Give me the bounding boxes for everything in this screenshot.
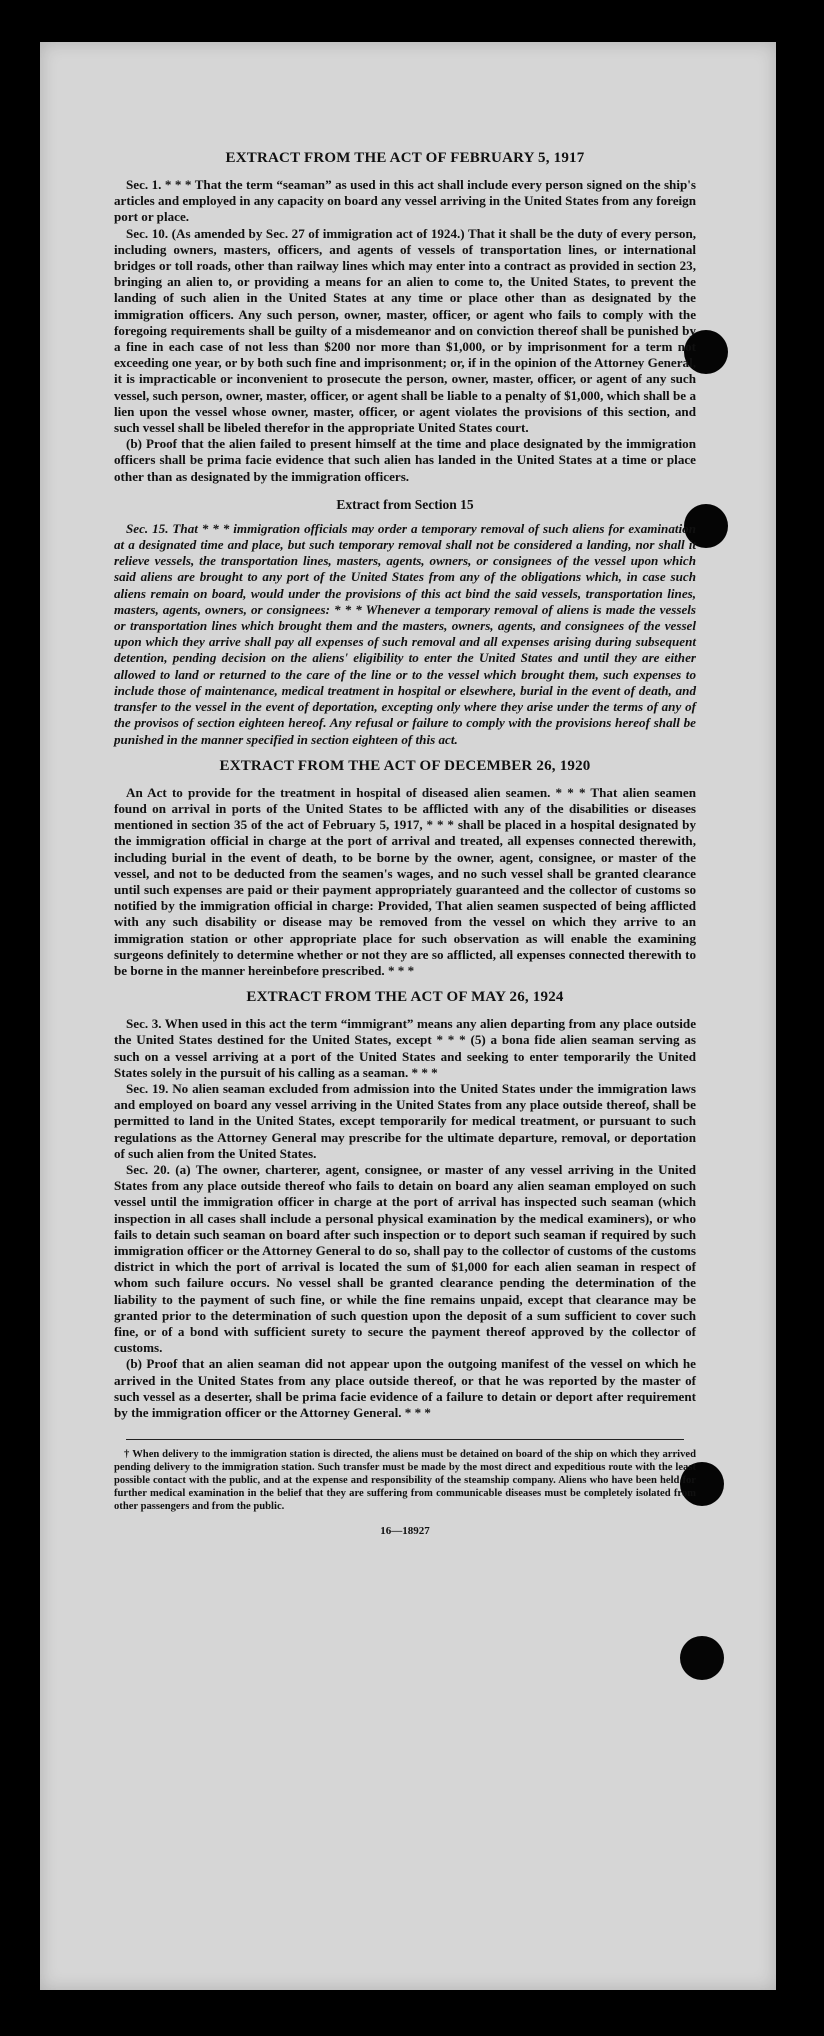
heading-act-may-1924: EXTRACT FROM THE ACT OF MAY 26, 1924 xyxy=(246,989,564,1006)
form-number: 16—18927 xyxy=(380,1525,430,1538)
heading-act-dec-1920: EXTRACT FROM THE ACT OF DECEMBER 26, 1920 xyxy=(219,757,591,774)
footnote-divider xyxy=(126,1439,684,1440)
heading-act-feb-1917: EXTRACT FROM THE ACT OF FEBRUARY 5, 1917 xyxy=(225,150,585,166)
paragraph-sec-20-a: Sec. 20. (a) The owner, charterer, agent, consignee, or master of any vessel arriving in the United States from any place outside thereof who fails to detain on board any alien seaman employed on such vessel until the immigration officer in charge at the port of arrival has inspected such seaman (which inspection in all cases shall include a personal physical examination by the medical examiners), or who fails to detain such seaman on board after such inspection or to deport such seaman if required by such immigration officer or the Attorney General to do so, shall pay to the collector of customs of the customs district in which the port of arrival is located the sum of $1,000 for each alien seaman in respect of whom such failure occurs. No vessel shall be granted clearance pending the determination of the liability to the payment of such fine, or while the fine remains unpaid, except that clearance may be granted prior to the determination of such question upon the deposit of a sum sufficient to cover such fine, or of a bond with sufficient surety to secure the payment thereof approved by the collector of customs. xyxy=(114,1161,696,1356)
paragraph-sec-19: Sec. 19. No alien seaman excluded from admission into the United States under the immigration laws and employed on board any vessel arriving in the United States from any place outside thereof, shall be permitted to land in the United States, except temporarily for medical treatment, or pursuant to such regulations as the Attorney General may prescribe for the ultimate departure, removal, or deportation of such alien from the United States. xyxy=(114,1080,696,1161)
paragraph-sec-10-b: (b) Proof that the alien failed to present himself at the time and place designated by the immigration officers shall be prima facie evidence that such alien has landed in the United States at a time or place other than as designated by the immigration officers. xyxy=(114,436,696,484)
paragraph-sec-1: Sec. 1. * * * That the term “seaman” as used in this act shall include every person signed on the ship's articles and employed in any capacity on board any vessel arriving in the United States from any foreign port or place. xyxy=(114,177,696,225)
punch-hole xyxy=(680,1636,724,1680)
paragraph-sec-15: Sec. 15. That * * * immigration officials may order a temporary removal of such aliens for examination at a designated time and place, but such temporary removal shall not be considered a landing, nor shall it relieve vessels, the transportation lines, masters, agents, owners, or consignees of the vessel upon which said aliens are brought to any port of the United States from any of the obligations which, in case such aliens remain on board, would under the provisions of this act bind the said vessels, transportation lines, masters, agents, owners, or consignees: * * * Whenever a temporary removal of aliens is made the vessels or transportation lines which brought them and the masters, owners, agents, and consignees of the vessel upon which they arrive shall pay all expenses of such removal and all expenses arising during subsequent detention, pending decision on the aliens' eligibility to enter the United States and until they are either allowed to land or returned to the care of the line or to the vessel which brought them, such expenses to include those of maintenance, medical treatment in hospital or elsewhere, burial in the event of death, and transfer to the vessel in the event of deportation, excepting only where they arise under the terms of any of the provisos of section eighteen hereof. Any refusal or failure to comply with the provisions hereof shall be punished in the manner specified in section eighteen of this act. xyxy=(114,520,696,747)
paragraph-sec-20-b: (b) Proof that an alien seaman did not appear upon the outgoing manifest of the vessel on which he arrived in the United States from any place outside thereof, or that he was reported by the master of such vessel as a deserter, shall be prima facie evidence of a failure to detain or deport after requirement by the immigration officer or the Attorney General. * * * xyxy=(114,1356,696,1421)
paragraph-sec-3: Sec. 3. When used in this act the term “immigrant” means any alien departing from any place outside the United States destined for the United States, except * * * (5) a bona fide alien seaman serving as such on a vessel arriving at a port of the United States and seeking to enter temporarily the United States solely in the pursuit of his calling as a seaman. * * * xyxy=(114,1016,696,1080)
footnote: † When delivery to the immigration station is directed, the aliens must be detained on board of the ship on which they arrived pending delivery to the immigration station. Such transfer must be made by the most direct and expeditious route with the least possible contact with the public, and at the expense and responsibility of the steamship company. Aliens who have been held for further medical examination in the belief that they are suffering from communicable diseases must be completely isolated from other passengers and from the public. xyxy=(114,1449,696,1513)
document-body xyxy=(114,150,696,1537)
paragraph-act-1920: An Act to provide for the treatment in hospital of diseased alien seamen. * * * That alien seamen found on arrival in ports of the United States to be afflicted with any of the disabilities or diseases mentioned in section 35 of the act of February 5, 1917, * * * shall be placed in a hospital designated by the immigration official in charge at the port of arrival and treated, all expenses connected therewith, including burial in the event of death, to be borne by the owner, agent, consignee, or master of the vessel, and not to be deducted from the seamen's wages, and no such vessel shall be granted clearance until such expenses are paid or their payment appropriately guaranteed and the collector of customs so notified by the immigration official in charge: Provided, That alien seamen suspected of being afflicted with any such disability or disease may be removed from the vessel on which they arrive to an immigration station or other appropriate place for such observation as will enable the examining surgeons definitely to determine whether or not they are so afflicted, all expenses connected therewith to be borne in the manner hereinbefore prescribed. * * * xyxy=(114,784,696,978)
paragraph-sec-10: Sec. 10. (As amended by Sec. 27 of immigration act of 1924.) That it shall be the duty of every person, including owners, masters, officers, and agents of vessels of transportation lines, or international bridges or toll roads, other than railway lines which may enter into a contract as provided in section 23, bringing an alien to, or providing a means for an alien to come to, the United States, to prevent the landing of such alien in the United States at any time or place other than as designated by the immigration officers. Any such person, owner, master, officer, or agent who fails to comply with the foregoing requirements shall be guilty of a misdemeanor and on conviction thereof shall be punished by a fine in each case of not less than $200 nor more than $1,000, or by imprisonment for a term not exceeding one year, or by both such fine and imprisonment; or, if in the opinion of the Attorney General, it is impracticable or inconvenient to prosecute the person, owner, master, officer, or agent of any such vessel, such person, owner, master, officer, or agent shall be liable to a penalty of $1,000, which shall be a lien upon the vessel whose owner, master, officer, or agent violates the provisions of this section, and such vessel shall be libeled therefor in the appropriate United States court. xyxy=(114,225,696,436)
heading-section-15: Extract from Section 15 xyxy=(336,496,474,512)
